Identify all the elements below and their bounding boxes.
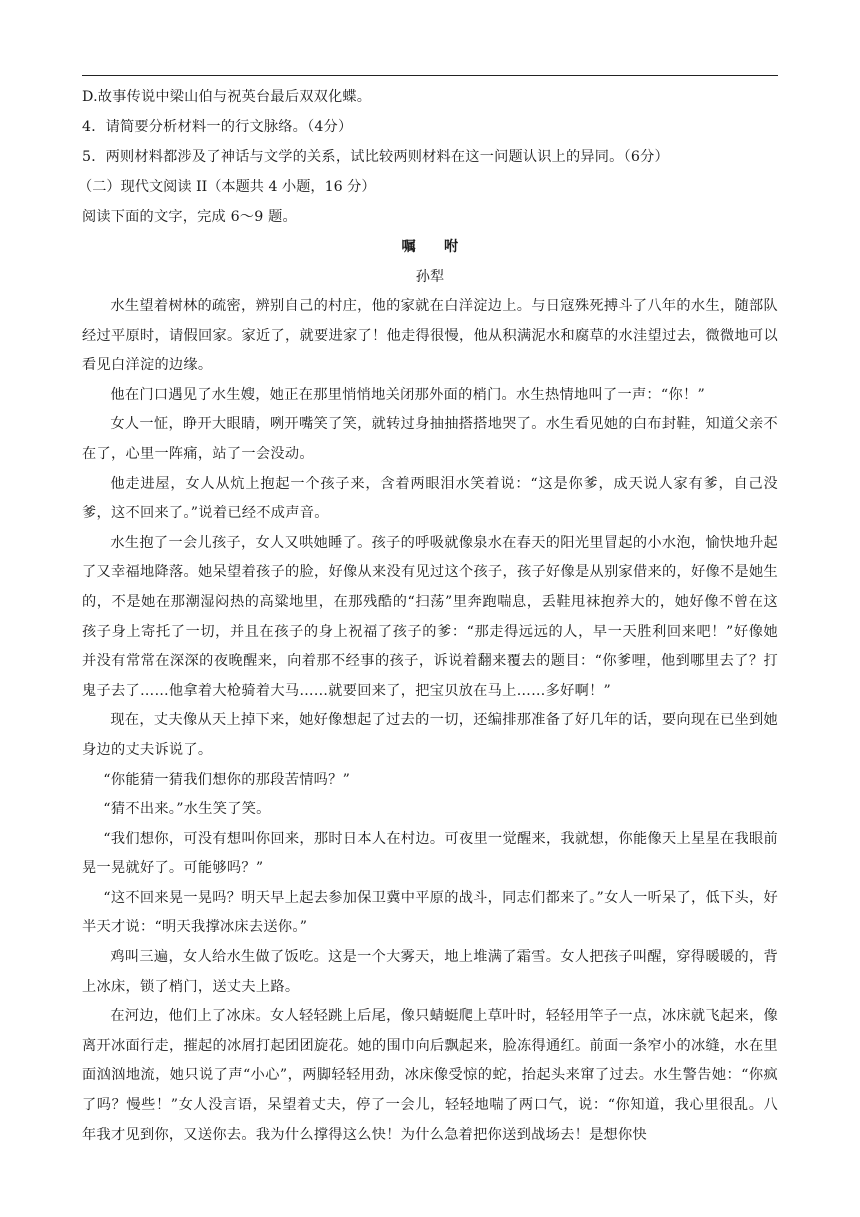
article-title [82,232,778,262]
title-char-2: 咐 [444,239,459,255]
dialog-4: “这不回来晃一晃吗？明天早上起去参加保卫冀中平原的战斗，同志们都来了。”女人一听呆了，低下头，好半天才说：“明天我撑冰床去送你。” [82,889,778,936]
paragraph-4: 他走进屋，女人从炕上抱起一个孩子来，含着两眼泪水笑着说：“这是你爹，成天说人家有爹，自己没爹，这不回来了。”说着已经不成声音。 [82,475,778,522]
paragraph-7: 鸡叫三遍，女人给水生做了饭吃。这是一个大雾天，地上堆满了霜雪。女人把孩子叫醒，穿得暖暖的，背上冰床，锁了梢门，送丈夫上路。 [82,949,778,995]
option-d: D.故事传说中梁山伯与祝英台最后双双化蝶。 [82,89,372,105]
paragraph-1: 水生望着树林的疏密，辨别自己的村庄，他的家就在白洋淀边上。与日寇殊死搏斗了八年的水生，随部队经过平原时，请假回家。家近了，就要进家了！他走得很慢，他从积满泥水和腐草的水洼望过去，微微地可以看见白洋淀的边缘。 [82,298,778,374]
question-5: 5．两则材料都涉及了神话与文学的关系，试比较两则材料在这一问题认识上的异同。（6分） [82,149,669,165]
question-4: 4．请简要分析材料一的行文脉络。（4分） [82,119,353,135]
document-body [78,82,778,1150]
paragraph-3: 女人一怔，睁开大眼睛，咧开嘴笑了笑，就转过身抽抽搭搭地哭了。水生看见她的白布封鞋，知道父亲不在了，心里一阵痛，站了一会没动。 [82,416,778,462]
paragraph-8: 在河边，他们上了冰床。女人轻轻跳上后尾，像只蜻蜓爬上草叶时，轻轻用竿子一点，冰床就飞起来，像离开冰面行走，摧起的冰屑打起团团旋花。她的围巾向后飘起来，脸冻得通红。前面一条窄小的冰缝，水在里面汹汹地流，她只说了声“小心”，两脚轻轻用劲，冰床像受惊的蛇，抬起头来窜了过去。水生警告她：“你疯了吗？慢些！”女人没言语，呆望着丈夫，停了一会儿，轻轻地喘了两口气，说：“你知道，我心里很乱。八年我才见到你，又送你去。我为什么撑得这么快！为什么急着把你送到战场去！是想你快 [82,1008,778,1143]
paragraph-6: 现在，丈夫像从天上掉下来，她好像想起了过去的一切，还编排那准备了好几年的话，要向现在已坐到她身边的丈夫诉说了。 [82,712,778,758]
dialog-1: “你能猜一猜我们想你的那段苦情吗？” [103,771,351,788]
dialog-3: “我们想你，可没有想叫你回来，那时日本人在村边。可夜里一觉醒来，我就想，你能像天上星星在我眼前晃一晃就好了。可能够吗？” [82,830,778,877]
title-char-1: 嘱 [401,239,416,255]
header-rule [82,75,778,76]
paragraph-5: 水生抱了一会儿孩子，女人又哄她睡了。孩子的呼吸就像泉水在春天的阳光里冒起的小水泡，愉快地升起了又幸福地降落。她呆望着孩子的脸，好像从来没有见过这个孩子，孩子好像是从别家借来的，好像不是她生的，不是她在那潮湿闷热的高粱地里，在那残酷的“扫荡”里奔跑喘息，丢鞋甩袜抱养大的，她好像不曾在这孩子身上寄托了一切，并且在孩子的身上祝福了孩子的爹：“那走得远远的人，早一天胜利回来吧！”好像她并没有常常在深深的夜晚醒来，向着那不经事的孩子，诉说着翻来覆去的题目：“你爹哩，他到哪里去了？打鬼子去了……他拿着大枪骑着大马……就要回来了，把宝贝放在马上……多好啊！” [82,534,778,699]
article-author: 孙犁 [415,269,445,285]
dialog-2: “猜不出来。”水生笑了笑。 [103,801,271,818]
section-heading: （二）现代文阅读 II（本题共 4 小题，16 分） [78,179,376,195]
paragraph-2: 他在门口遇见了水生嫂，她正在那里悄悄地关闭那外面的梢门。水生热情地叫了一声：“你！” [110,386,705,403]
reading-instruction: 阅读下面的文字，完成 6～9 题。 [82,209,297,225]
